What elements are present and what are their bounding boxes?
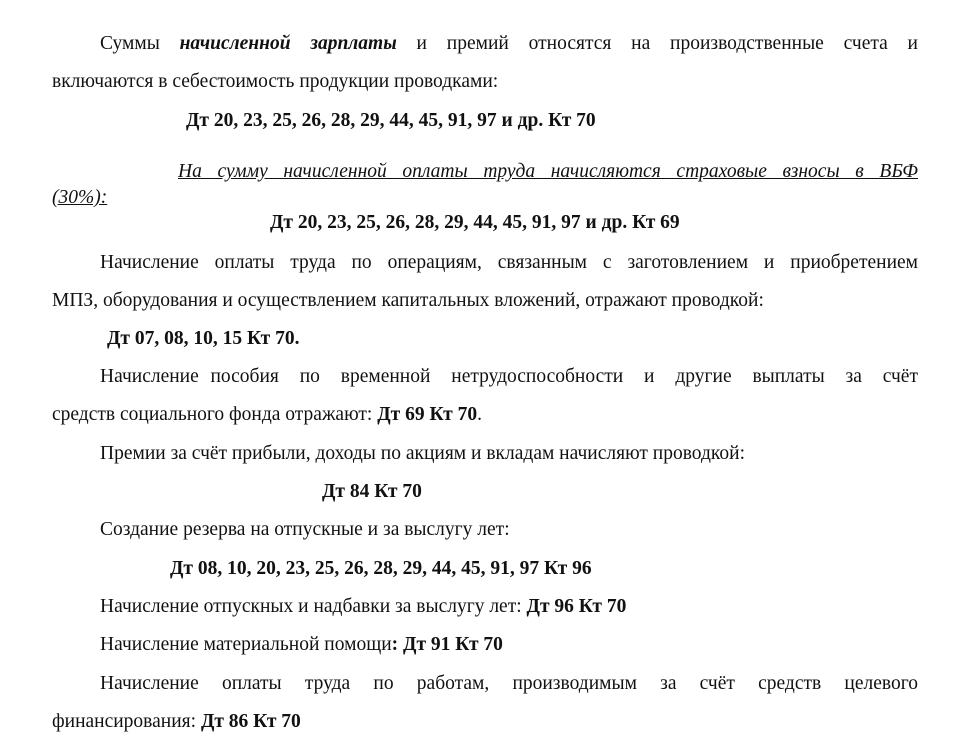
paragraph-2-line-2: (30%): bbox=[52, 187, 108, 208]
text-span: финансирования: bbox=[52, 711, 201, 732]
text-span: Начисление отпускных и надбавки за выслугу лет: bbox=[100, 596, 527, 617]
entry-formula-8: : Дт 91 Кт 70 bbox=[391, 634, 503, 655]
paragraph-1-line-2: включаются в себестоимость продукции проводками: bbox=[52, 71, 499, 92]
entry-formula-7: Дт 96 Кт 70 bbox=[526, 596, 627, 617]
paragraph-4-line-1 bbox=[100, 365, 918, 389]
text-span: Начисление bbox=[100, 366, 199, 387]
text-span: пособия по временной нетрудоспособности и другие выплаты за счёт bbox=[210, 366, 918, 387]
entry-formula-6: Дт 08, 10, 20, 23, 25, 26, 28, 29, 44, 45, 91, 97 Кт 96 bbox=[170, 558, 592, 579]
entry-formula-4: Дт 69 Кт 70 bbox=[377, 404, 478, 425]
paragraph-1-line-1 bbox=[100, 32, 918, 56]
text-span: Суммы bbox=[100, 33, 180, 54]
entry-formula-2: Дт 20, 23, 25, 26, 28, 29, 44, 45, 91, 97 и др. Кт 69 bbox=[270, 212, 680, 233]
text-span: . bbox=[477, 404, 482, 425]
entry-formula-9: Дт 86 Кт 70 bbox=[200, 711, 301, 732]
paragraph-7 bbox=[100, 595, 918, 619]
entry-formula-3: Дт 07, 08, 10, 15 Кт 70. bbox=[107, 328, 300, 349]
emphasis-text: начисленной зарплаты bbox=[179, 33, 397, 54]
entry-formula-1: Дт 20, 23, 25, 26, 28, 29, 44, 45, 91, 97 и др. Кт 70 bbox=[186, 110, 596, 131]
paragraph-6: Создание резерва на отпускные и за выслугу лет: bbox=[100, 519, 510, 540]
paragraph-2-line-1: На сумму начисленной оплаты труда начисляются страховые взносы в ВБФ bbox=[178, 161, 918, 182]
paragraph-4-line-2 bbox=[52, 403, 918, 427]
paragraph-8 bbox=[100, 633, 918, 657]
paragraph-9-line-1: Начисление оплаты труда по работам, производимым за счёт средств целевого bbox=[100, 673, 918, 694]
entry-formula-5: Дт 84 Кт 70 bbox=[322, 481, 422, 502]
paragraph-5: Премии за счёт прибыли, доходы по акциям и вкладам начисляют проводкой: bbox=[100, 443, 746, 464]
text-span: и премий относятся на производственные счета и bbox=[396, 33, 918, 54]
paragraph-3-line-1: Начисление оплаты труда по операциям, связанным с заготовлением и приобретением bbox=[100, 252, 918, 273]
paragraph-9-line-2 bbox=[52, 710, 918, 734]
paragraph-3-line-2: МПЗ, оборудования и осуществлением капитальных вложений, отражают проводкой: bbox=[52, 290, 764, 311]
text-span: Начисление материальной помощи bbox=[100, 634, 392, 655]
text-span: средств социального фонда отражают: bbox=[52, 404, 378, 425]
